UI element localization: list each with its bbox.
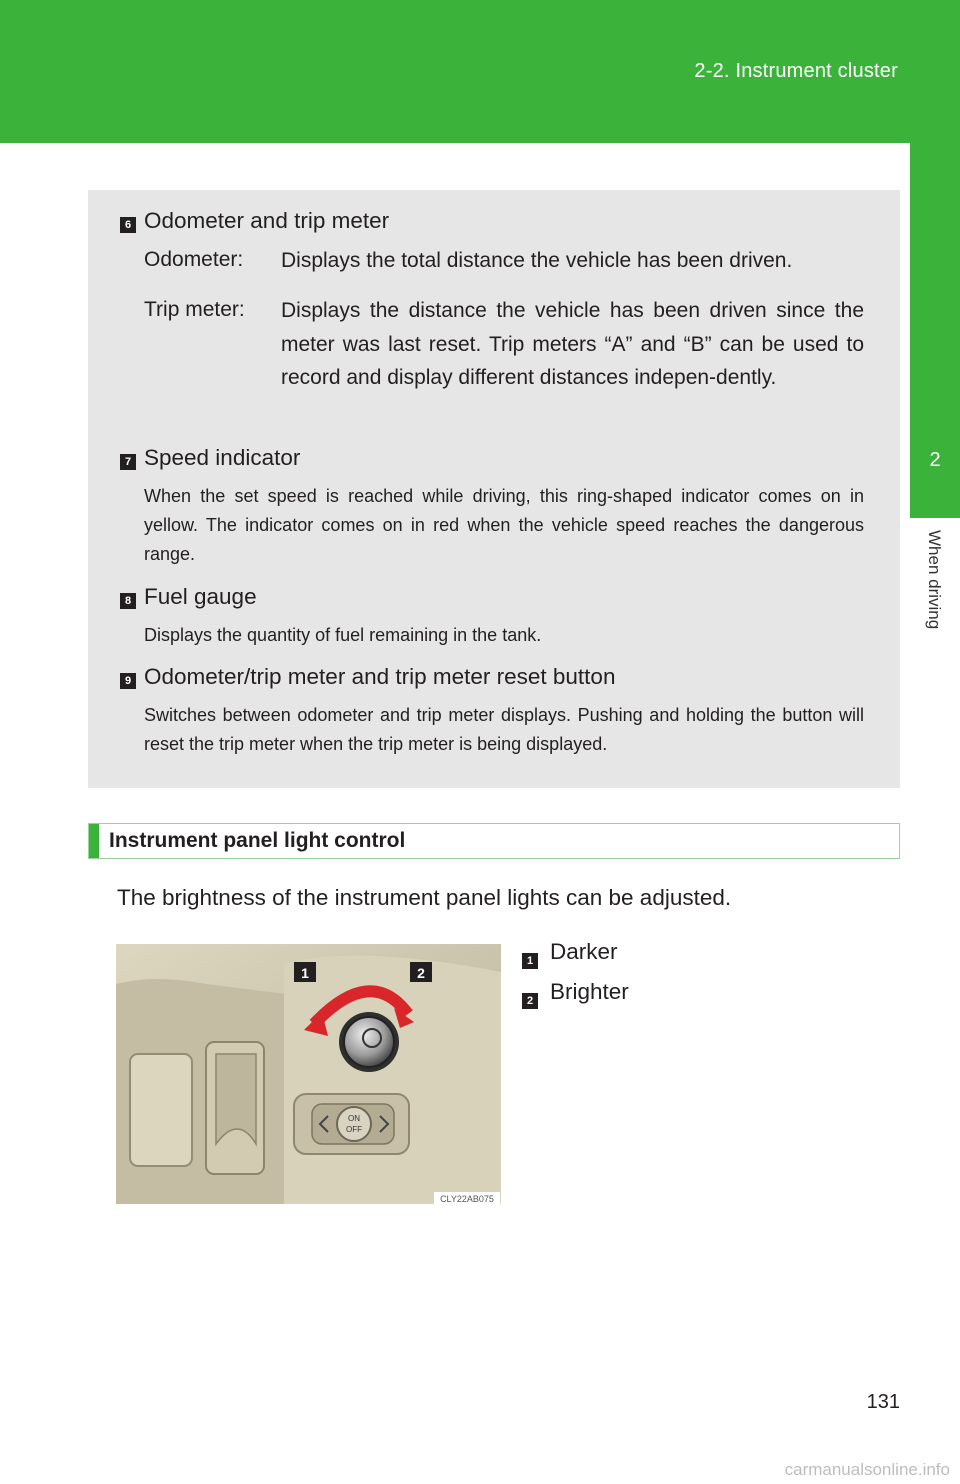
marker-8: 8 <box>120 593 136 609</box>
page-header <box>0 0 960 143</box>
legend-brighter: Brighter <box>550 979 629 1004</box>
dimmer-switch-illustration <box>116 944 501 1204</box>
item-title-odometer-trip: Odometer and trip meter <box>144 208 390 233</box>
legend-darker: Darker <box>550 939 618 964</box>
section-title: Instrument panel light control <box>109 829 406 852</box>
odometer-desc: Displays the total distance the vehicle has been driven. <box>281 249 793 272</box>
info-box <box>88 190 900 788</box>
marker-6: 6 <box>120 217 136 233</box>
dimmer-switch-figure <box>116 944 501 1204</box>
section-accent <box>89 824 99 858</box>
chapter-label <box>919 530 949 670</box>
page-number: 131 <box>866 1391 900 1413</box>
section-intro: The brightness of the instrument panel lights can be adjusted. <box>117 885 732 910</box>
figure-callout-1: 1 <box>301 965 309 981</box>
figure-code: CLY22AB075 <box>440 1194 494 1204</box>
figure-callout-2: 2 <box>417 965 425 981</box>
speed-indicator-desc: When the set speed is reached while driving, this ring-shaped indicator comes on in yellow. The indicator comes on in red when the vehicle speed reaches the dangerous range. <box>144 486 864 564</box>
switch-on-label: ON <box>348 1114 360 1123</box>
item-title-fuel-gauge: Fuel gauge <box>144 584 257 609</box>
fuel-gauge-desc: Displays the quantity of fuel remaining in the tank. <box>144 625 542 645</box>
chapter-tab <box>910 143 960 518</box>
legend-marker-1: 1 <box>522 953 538 969</box>
marker-9: 9 <box>120 673 136 689</box>
section-bar <box>88 823 900 859</box>
item-title-reset-button: Odometer/trip meter and trip meter reset button <box>144 664 616 689</box>
trip-meter-desc: Displays the distance the vehicle has been driven since the meter was last reset. Trip meters “A” and “B” can be used to record and display different distances indepen-dently. <box>281 299 864 389</box>
chapter-label-text: When driving <box>925 530 944 630</box>
legend-marker-2: 2 <box>522 993 538 1009</box>
marker-7: 7 <box>120 454 136 470</box>
trip-meter-label: Trip meter: <box>144 298 245 321</box>
chapter-number: 2 <box>929 449 941 471</box>
item-title-speed-indicator: Speed indicator <box>144 445 301 470</box>
watermark: carmanualsonline.info <box>784 1460 950 1479</box>
switch-off-label: OFF <box>346 1125 362 1134</box>
section-heading: 2-2. Instrument cluster <box>694 60 898 82</box>
reset-button-desc: Switches between odometer and trip meter displays. Pushing and holding the button will reset the trip meter when the trip meter is being displayed. <box>144 705 864 754</box>
odometer-label: Odometer: <box>144 248 244 271</box>
